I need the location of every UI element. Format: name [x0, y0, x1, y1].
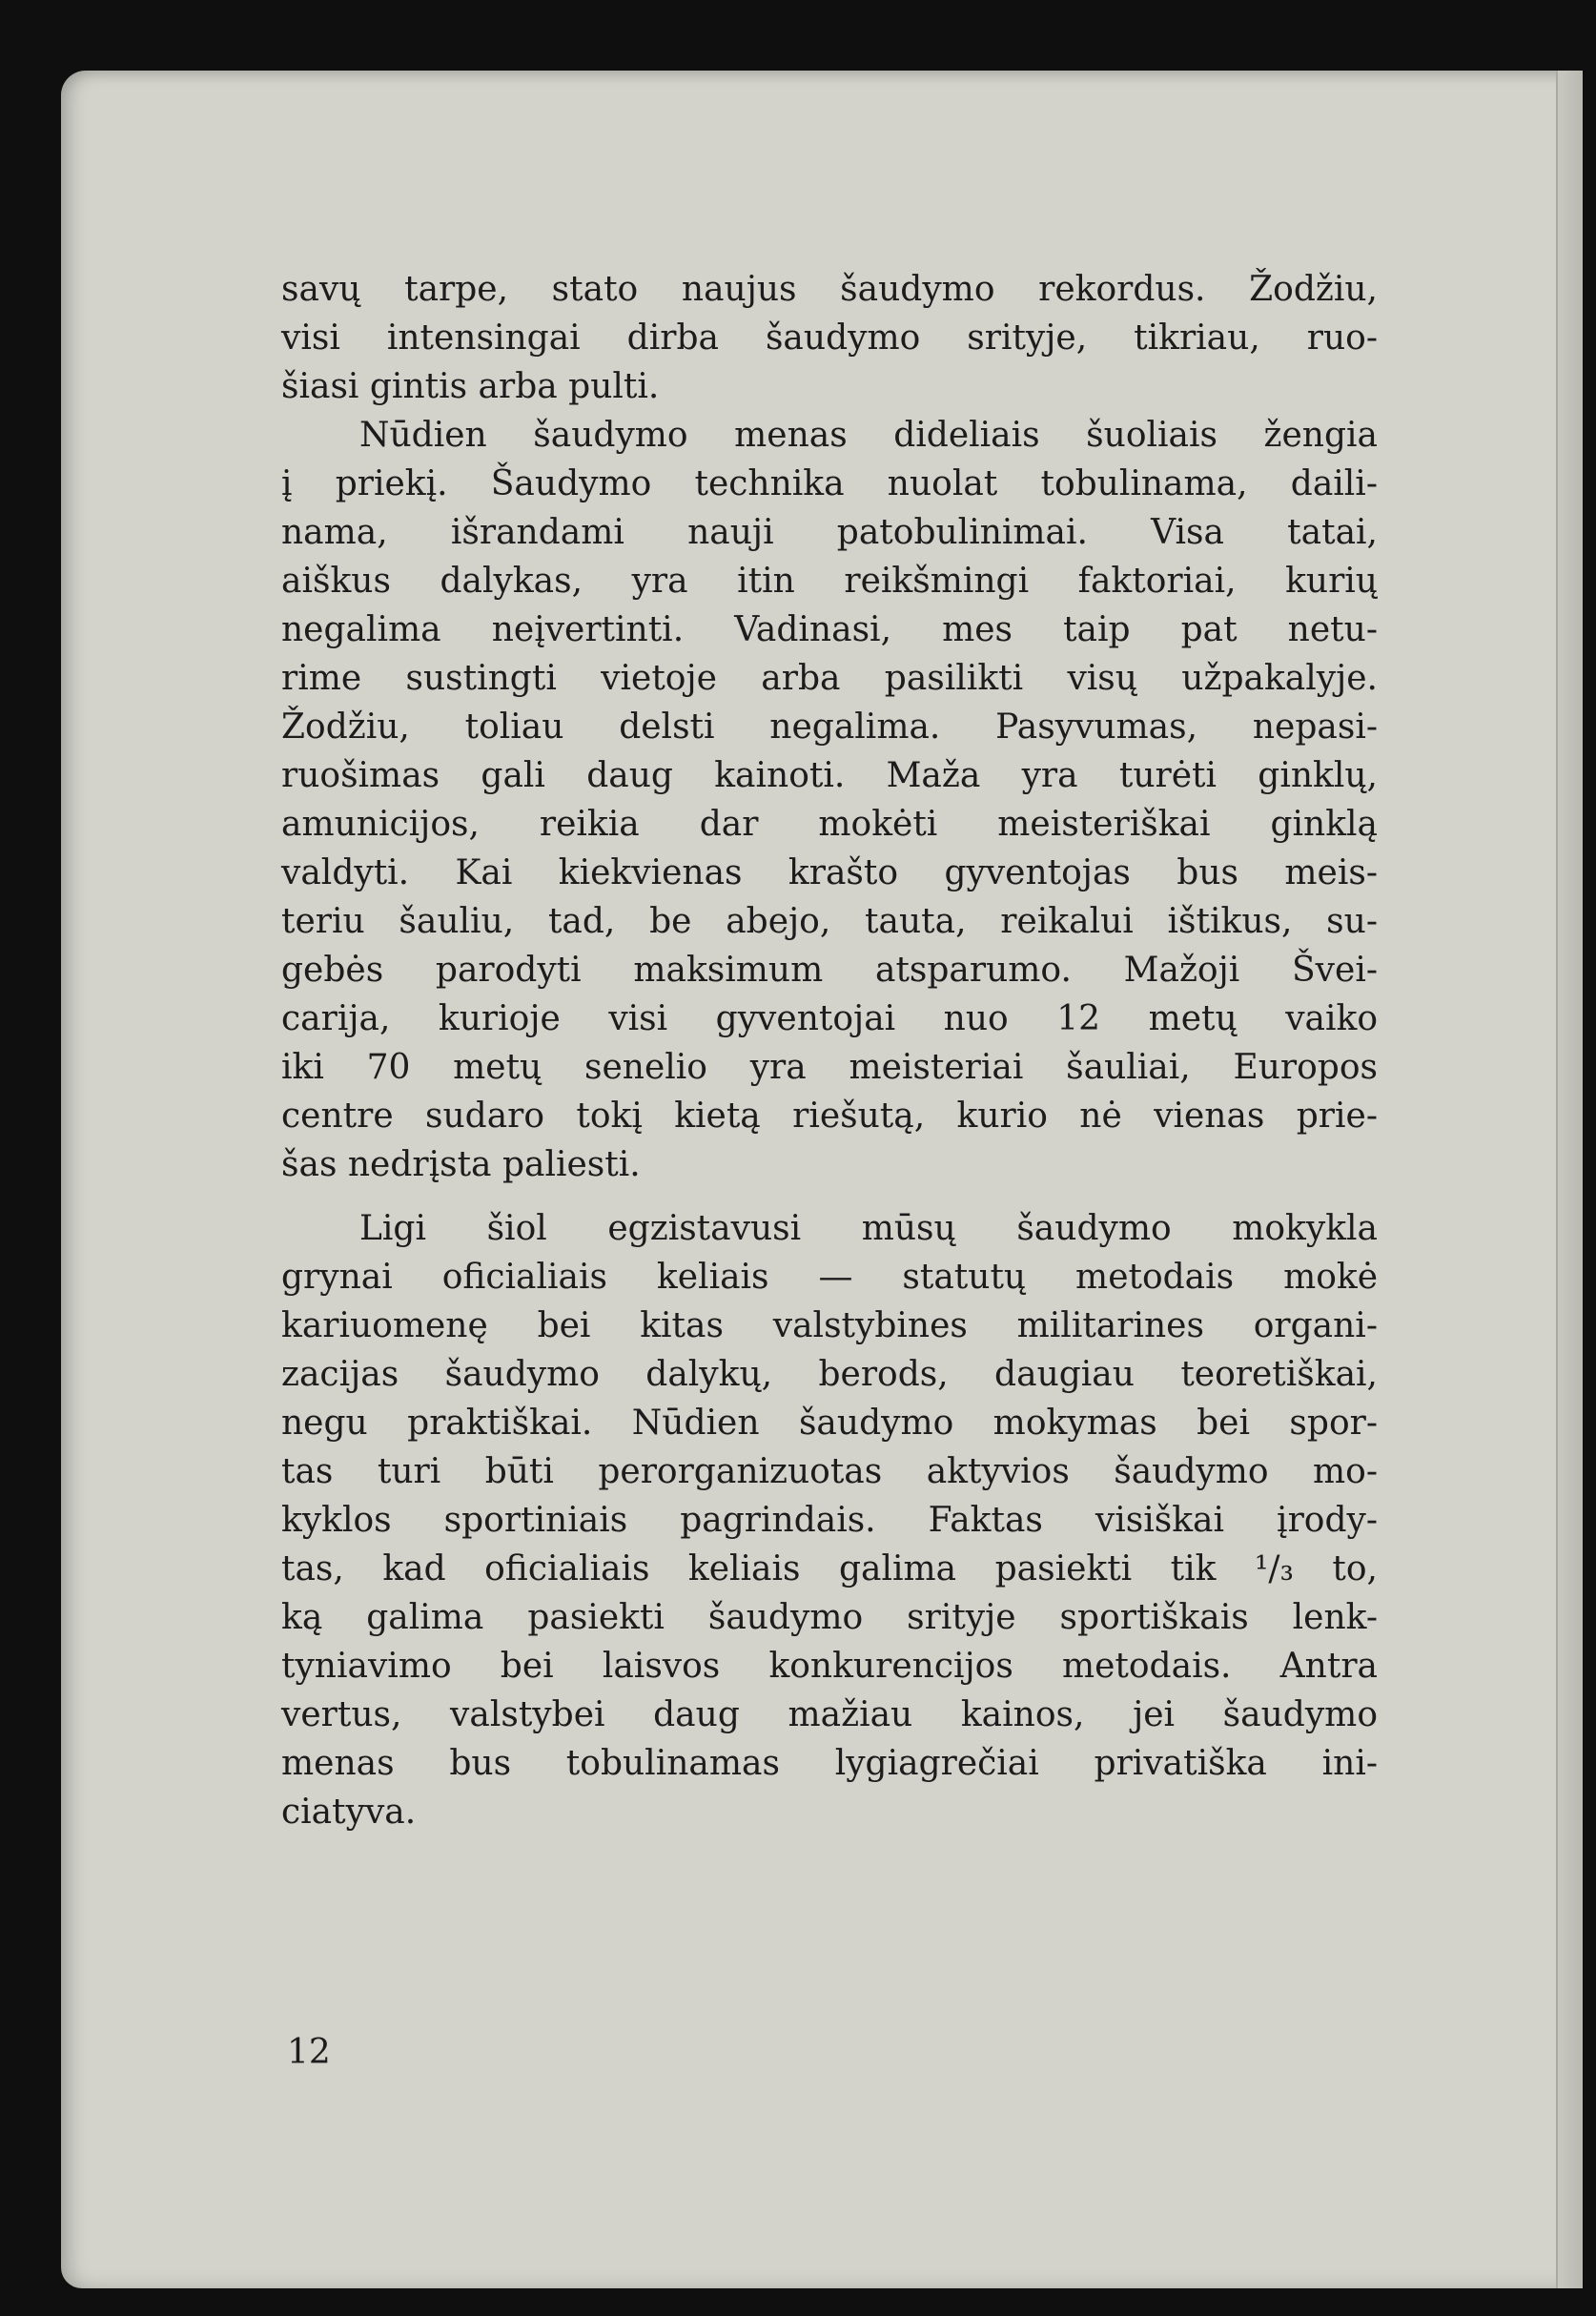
text-line: centre sudaro tokį kietą riešutą, kurio nė vienas prie-: [281, 1097, 1378, 1136]
text-line: carija, kurioje visi gyventojai nuo 12 metų vaiko: [281, 999, 1378, 1038]
text-line: amunicijos, reikia dar mokėti meisteriškai ginklą: [281, 805, 1378, 844]
text-line: ciatyva.: [281, 1793, 417, 1832]
text-line: Ligi šiol egzistavusi mūsų šaudymo mokykla: [359, 1209, 1378, 1248]
text-line: visi intensingai dirba šaudymo srityje, tikriau, ruo-: [281, 318, 1378, 358]
text-line: kariuomenę bei kitas valstybines militarines organi-: [281, 1306, 1378, 1345]
text-line: gebės parodyti maksimum atsparumo. Mažoji Švei-: [281, 951, 1378, 990]
text-line: zacijas šaudymo dalykų, berods, daugiau teoretiškai,: [281, 1355, 1378, 1394]
text-line: negalima neįvertinti. Vadinasi, mes taip pat netu-: [281, 610, 1378, 649]
text-line: aiškus dalykas, yra itin reikšmingi faktoriai, kurių: [281, 562, 1378, 601]
text-line: ką galima pasiekti šaudymo srityje sportiškais lenk-: [281, 1598, 1378, 1637]
text-line: iki 70 metų senelio yra meisteriai šauliai, Europos: [281, 1048, 1378, 1087]
text-line: valdyti. Kai kiekvienas krašto gyventojas bus meis-: [281, 853, 1378, 892]
text-line: negu praktiškai. Nūdien šaudymo mokymas bei spor-: [281, 1404, 1378, 1443]
text-line: menas bus tobulinamas lygiagrečiai privatiška ini-: [281, 1744, 1378, 1783]
text-line: vertus, valstybei daug mažiau kainos, jei šaudymo: [281, 1695, 1378, 1734]
text-line: kyklos sportiniais pagrindais. Faktas visiškai įrody-: [281, 1501, 1378, 1540]
text-line: savų tarpe, stato naujus šaudymo rekordus. Žodžiu,: [281, 270, 1378, 309]
text-line: šas nedrįsta paliesti.: [281, 1145, 641, 1184]
text-line: nama, išrandami nauji patobulinimai. Visa tatai,: [281, 513, 1378, 552]
page-number: 12: [287, 2033, 331, 2072]
text-line: šiasi gintis arba pulti.: [281, 367, 660, 406]
page-edge: [1556, 71, 1583, 2288]
text-line: Nūdien šaudymo menas dideliais šuoliais žengia: [359, 416, 1378, 455]
text-line: rime sustingti vietoje arba pasilikti visų užpakalyje.: [281, 659, 1378, 698]
text-line: grynai oficialiais keliais — statutų metodais mokė: [281, 1258, 1378, 1297]
text-line: ruošimas gali daug kainoti. Maža yra turėti ginklų,: [281, 756, 1378, 795]
text-line: tas turi būti perorganizuotas aktyvios šaudymo mo-: [281, 1452, 1378, 1491]
text-line: į priekį. Šaudymo technika nuolat tobulinama, daili-: [281, 464, 1378, 503]
text-line: teriu šauliu, tad, be abejo, tauta, reikalui ištikus, su-: [281, 902, 1378, 941]
text-line: tas, kad oficialiais keliais galima pasiekti tik ¹/₃ to,: [281, 1549, 1378, 1588]
text-line: tyniavimo bei laisvos konkurencijos metodais. Antra: [281, 1647, 1378, 1686]
body-text: [281, 265, 1378, 1836]
text-line: Žodžiu, toliau delsti negalima. Pasyvumas, nepasi-: [281, 707, 1378, 747]
